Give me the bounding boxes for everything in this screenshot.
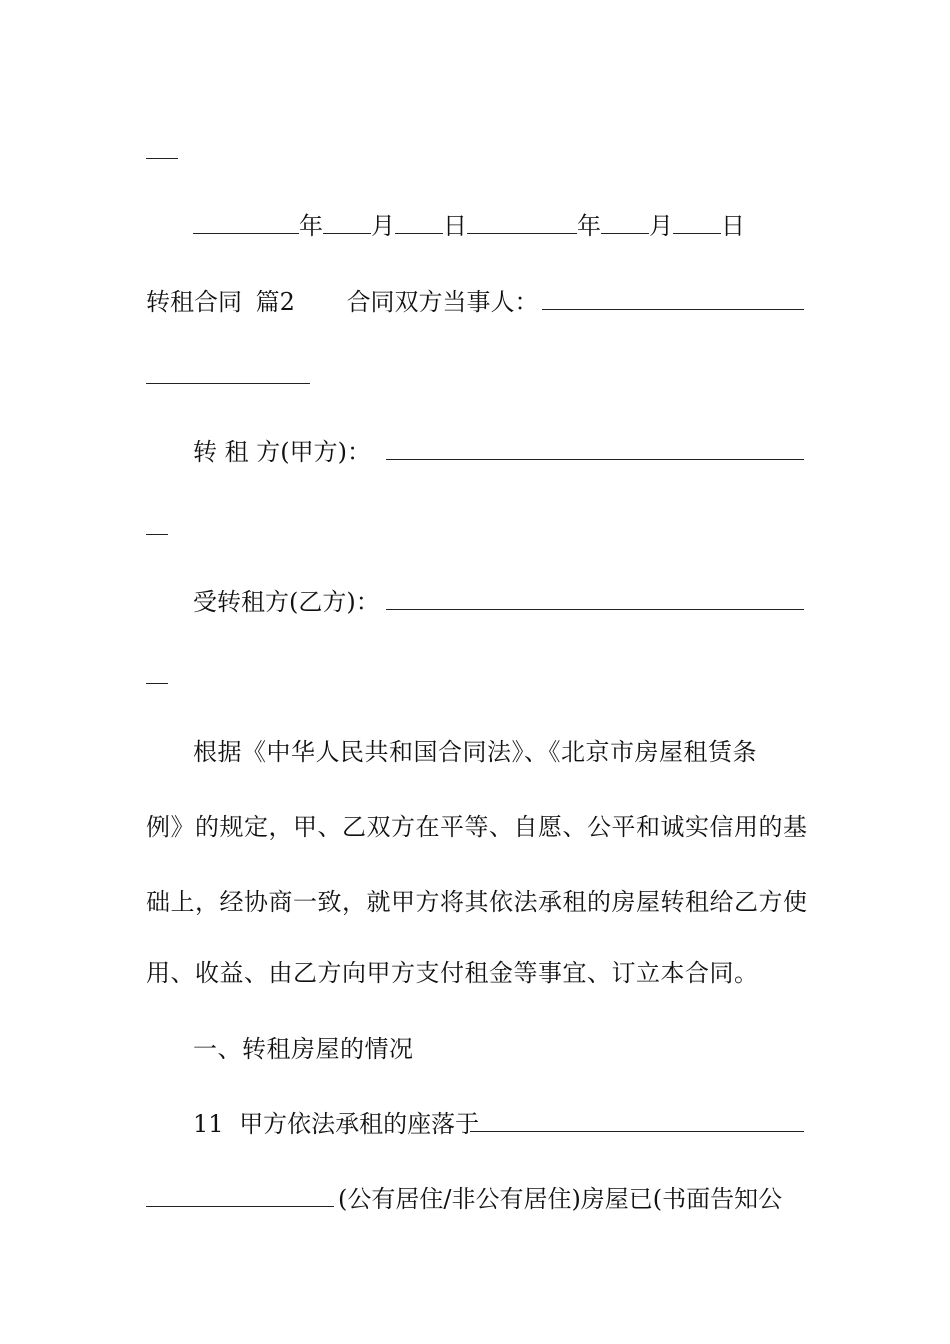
blank-underline-top bbox=[146, 158, 178, 159]
month-blank-1 bbox=[323, 211, 371, 234]
parties-label: 合同双方当事人： bbox=[346, 288, 539, 316]
location-blank bbox=[470, 1131, 804, 1132]
preamble-line-4: 用、收益、由乙方向甲方支付租金等事宜、订立本合同。 bbox=[146, 959, 759, 987]
location-blank-continued bbox=[146, 1206, 334, 1207]
clause-text: 甲方依法承租的座落于 bbox=[239, 1110, 480, 1138]
month-blank-2 bbox=[601, 211, 649, 234]
preamble-line-1: 根据《中华人民共和国合同法》、《北京市房屋租赁条 bbox=[193, 738, 757, 766]
sublessee-label: 受转租方(乙方)： bbox=[193, 588, 380, 616]
sublessee-blank-continued bbox=[146, 683, 168, 684]
year-blank-2 bbox=[467, 211, 577, 234]
clause-1-1 bbox=[193, 1108, 479, 1140]
day-blank-2 bbox=[673, 211, 721, 234]
contract-section: 篇2 bbox=[255, 288, 295, 316]
preamble-line-2: 例》的规定，甲、乙双方在平等、自愿、公平和诚实信用的基 bbox=[146, 813, 808, 841]
sublessor-blank bbox=[386, 459, 804, 460]
sublessee-line bbox=[193, 586, 380, 618]
sublessor-line bbox=[193, 436, 371, 468]
preamble-line-3: 础上，经协商一致，就甲方将其依法承租的房屋转租给乙方使 bbox=[146, 888, 808, 916]
housing-type-line bbox=[338, 1183, 782, 1215]
sublessor-blank-continued bbox=[146, 534, 168, 535]
sublessee-blank bbox=[386, 609, 804, 610]
year-label-2: 年 bbox=[577, 212, 601, 240]
section-one-heading: 一、转租房屋的情况 bbox=[193, 1035, 414, 1063]
month-label-2: 月 bbox=[649, 212, 673, 240]
date-line bbox=[193, 210, 745, 242]
sublessor-label: 转 租 方(甲方)： bbox=[193, 438, 371, 466]
month-label-1: 月 bbox=[371, 212, 395, 240]
day-label-2: 日 bbox=[721, 212, 745, 240]
clause-number: 11 bbox=[193, 1110, 224, 1138]
day-blank-1 bbox=[395, 211, 443, 234]
year-label-1: 年 bbox=[299, 212, 323, 240]
parties-blank bbox=[542, 309, 804, 310]
contract-heading bbox=[146, 286, 539, 318]
housing-type-text: (公有居住/非公有居住)房屋已(书面告知公 bbox=[338, 1185, 783, 1213]
year-blank-1 bbox=[193, 211, 299, 234]
parties-blank-continued bbox=[146, 383, 310, 384]
day-label-1: 日 bbox=[443, 212, 467, 240]
contract-title: 转租合同 bbox=[146, 288, 242, 316]
